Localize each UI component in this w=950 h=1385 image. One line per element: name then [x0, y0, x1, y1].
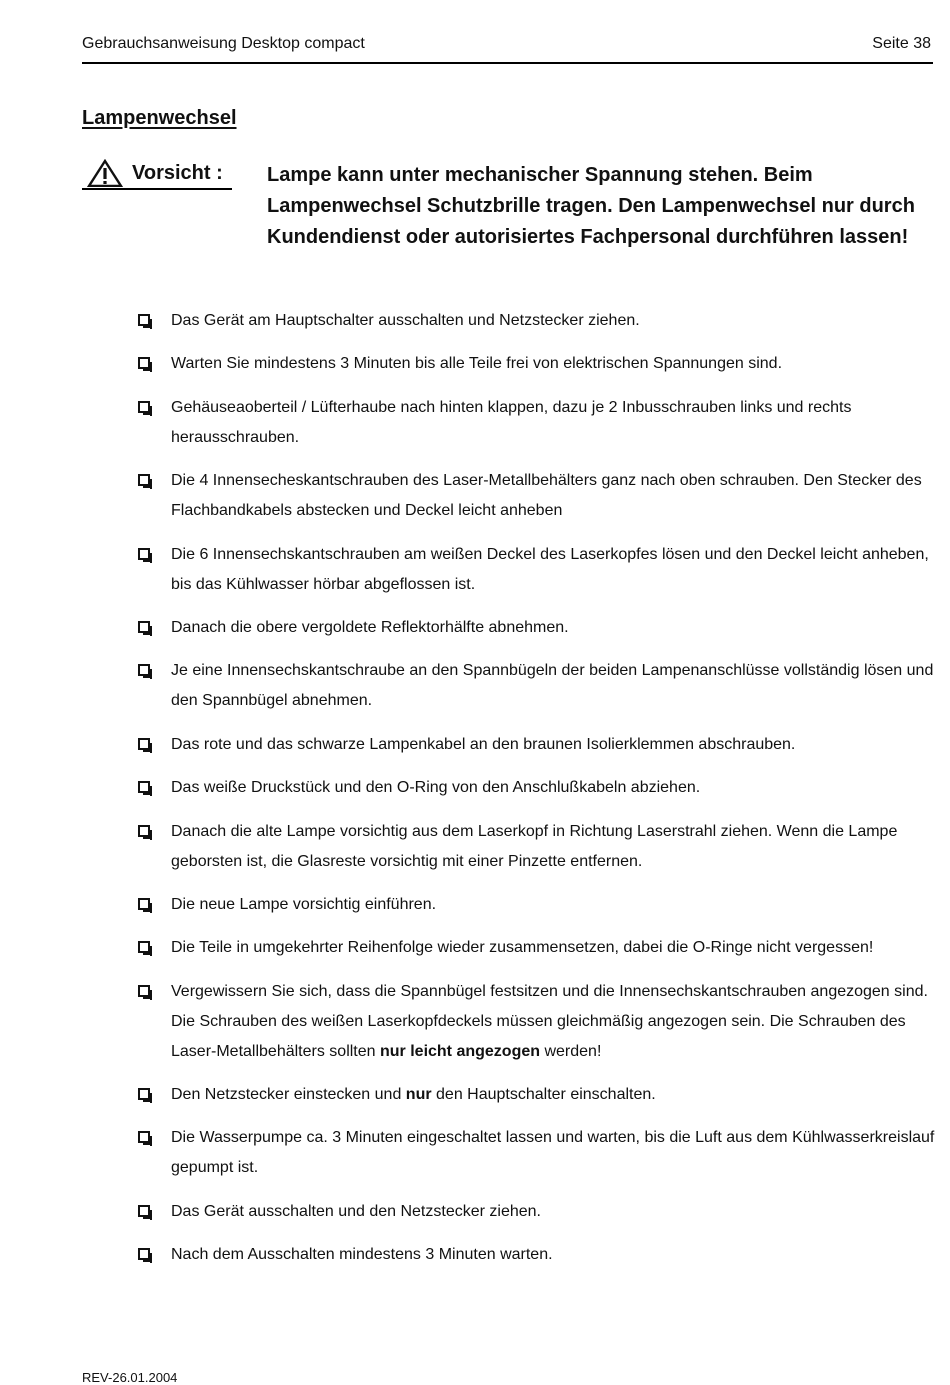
step-text: Das Gerät ausschalten und den Netzstecker ziehen.	[171, 1202, 541, 1220]
step-text: Die 6 Innensechskantschrauben am weißen Deckel des Laserkopfes lösen und den Deckel leicht anheben, bis das Kühlwasser hörbar abgeflossen ist.	[171, 545, 929, 593]
document-title: Gebrauchsanweisung Desktop compact	[82, 35, 365, 52]
list-item	[130, 1197, 935, 1227]
checkbox-bullet-icon	[138, 401, 150, 413]
caution-label-text: Vorsicht :	[132, 162, 223, 184]
page-number: Seite 38	[872, 35, 931, 52]
step-text: Je eine Innensechskantschraube an den Spannbügeln der beiden Lampenanschlüsse vollständig lösen und den Spannbügel abnehmen.	[171, 662, 934, 710]
list-item	[130, 393, 935, 453]
list-item	[130, 730, 935, 760]
list-item	[130, 306, 935, 336]
checkbox-bullet-icon	[138, 825, 150, 837]
revision-footer: REV-26.01.2004	[82, 1370, 178, 1385]
checkbox-bullet-icon	[138, 314, 150, 326]
list-item	[130, 773, 935, 803]
step-text: Danach die alte Lampe vorsichtig aus dem Laserkopf in Richtung Laserstrahl ziehen. Wenn die Lampe geborsten ist, die Glasreste vorsichtig mit einer Pinzette entfernen.	[171, 822, 898, 870]
step-text: Die neue Lampe vorsichtig einführen.	[171, 895, 437, 913]
step-text: Die Wasserpumpe ca. 3 Minuten eingeschaltet lassen und warten, bis die Luft aus dem Kühlwasserkreislauf gepumpt ist.	[171, 1129, 935, 1177]
step-text: Das rote und das schwarze Lampenkabel an den braunen Isolierklemmen abschrauben.	[171, 735, 796, 753]
checkbox-bullet-icon	[138, 474, 150, 486]
list-item	[130, 817, 935, 877]
checkbox-bullet-icon	[138, 1131, 150, 1143]
step-text: Warten Sie mindestens 3 Minuten bis alle Teile frei von elektrischen Spannungen sind.	[171, 355, 783, 373]
checkbox-bullet-icon	[138, 621, 150, 633]
step-text: den Hauptschalter einschalten.	[431, 1086, 656, 1104]
step-text: Die 4 Innensecheskantschrauben des Laser-Metallbehälters ganz nach oben schrauben. Den Stecker des Flachbandkabels abstecken und Deckel leicht anheben	[171, 472, 922, 520]
list-item	[130, 977, 935, 1067]
emphasis-text: nur leicht angezogen	[380, 1042, 541, 1060]
checkbox-bullet-icon	[138, 1248, 150, 1260]
list-item	[130, 466, 935, 526]
step-text: werden!	[540, 1042, 602, 1060]
list-item	[130, 349, 935, 379]
section-title: Lampenwechsel	[82, 107, 237, 129]
checkbox-bullet-icon	[138, 664, 150, 676]
checkbox-bullet-icon	[138, 941, 150, 953]
list-item	[130, 890, 935, 920]
step-text: Gehäuseaoberteil / Lüfterhaube nach hinten klappen, dazu je 2 Inbusschrauben links und rechts herausschrauben.	[171, 398, 852, 446]
checkbox-bullet-icon	[138, 738, 150, 750]
checkbox-bullet-icon	[138, 781, 150, 793]
page-header	[82, 34, 933, 64]
step-text: Vergewissern Sie sich, dass die Spannbügel festsitzen und die Innensechskantschrauben angezogen sind. Die Schrauben des weißen Laserkopfdeckels müssen gleichmäßig angezogen sein. Die Schrauben des Laser-Metallbehälters sollten	[171, 982, 928, 1060]
list-item	[130, 933, 935, 963]
step-text: Das Gerät am Hauptschalter ausschalten und Netzstecker ziehen.	[171, 312, 640, 329]
checkbox-bullet-icon	[138, 898, 150, 910]
checkbox-bullet-icon	[138, 1205, 150, 1217]
caution-label	[82, 158, 232, 190]
step-text: Das weiße Druckstück und den O-Ring von den Anschlußkabeln abziehen.	[171, 779, 701, 797]
checkbox-bullet-icon	[138, 548, 150, 560]
checkbox-bullet-icon	[138, 985, 150, 997]
checkbox-bullet-icon	[138, 1088, 150, 1100]
emphasis-text: nur	[405, 1086, 432, 1104]
list-item	[130, 540, 935, 600]
list-item	[130, 613, 935, 643]
caution-text: Lampe kann unter mechanischer Spannung stehen. Beim Lampenwechsel Schutzbrille tragen. Den Lampenwechsel nur durch Kundendienst oder autorisiertes Fachpersonal durchführen lassen!	[267, 164, 915, 248]
list-item	[130, 1123, 935, 1183]
step-text: Nach dem Ausschalten mindestens 3 Minuten warten.	[171, 1246, 553, 1264]
step-text: Danach die obere vergoldete Reflektorhälfte abnehmen.	[171, 618, 569, 636]
instruction-list	[130, 306, 935, 1284]
step-text: Den Netzstecker einstecken und	[171, 1086, 406, 1104]
list-item	[130, 1080, 935, 1110]
list-item	[130, 1240, 935, 1270]
warning-triangle-icon	[87, 159, 123, 187]
step-text: Die Teile in umgekehrter Reihenfolge wieder zusammensetzen, dabei die O-Ringe nicht vergessen!	[171, 939, 874, 957]
checkbox-bullet-icon	[138, 357, 150, 369]
list-item	[130, 656, 935, 716]
